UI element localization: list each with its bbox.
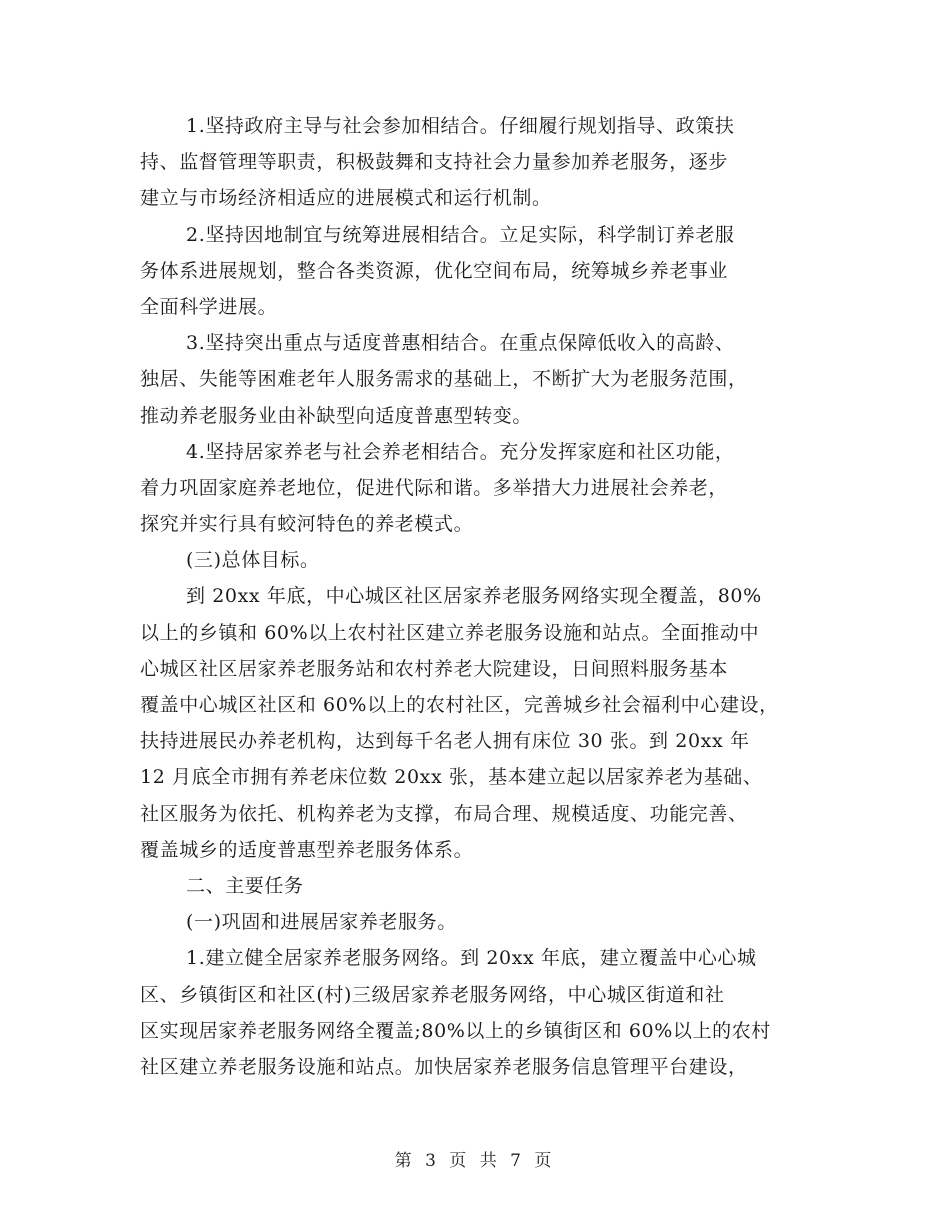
text-line: 探究并实行具有蛟河特色的养老模式。 (140, 513, 474, 536)
text-line: 持、监督管理等职责，积极鼓舞和支持社会力量参加养老服务，逐步 (140, 151, 729, 174)
text-line: 1.建立健全居家养老服务网络。到 20xx 年底，建立覆盖中心心城 (186, 947, 757, 970)
paragraph-overall-goal (140, 578, 820, 868)
section-heading-main-tasks (140, 868, 820, 904)
heading-line: (三)总体目标。 (186, 549, 320, 572)
text-line: 覆盖城乡的适度普惠型养老服务体系。 (140, 838, 474, 861)
text-line: 1.坚持政府主导与社会参加相结合。仔细履行规划指导、政策扶 (186, 115, 735, 137)
page-number-footer: 第 3 页 共 7 页 (394, 1151, 556, 1171)
text-line: 12 月底全市拥有养老床位数 20xx 张，基本建立起以居家养老为基础、 (140, 766, 763, 789)
paragraph-principle-1 (140, 108, 820, 217)
text-line: 区实现居家养老服务网络全覆盖;80%以上的乡镇街区和 60%以上的农村 (140, 1019, 771, 1042)
text-line: 社区建立养老服务设施和站点。加快居家养老服务信息管理平台建设， (140, 1055, 748, 1078)
text-line: 社区服务为依托、机构养老为支撑，布局合理、规模适度、功能完善、 (140, 802, 748, 825)
text-line: 到 20xx 年底，中心城区社区居家养老服务网络实现全覆盖，80% (186, 585, 762, 608)
text-line: 建立与市场经济相适应的进展模式和运行机制。 (140, 187, 552, 210)
text-line: 4.坚持居家养老与社会养老相结合。充分发挥家庭和社区功能， (186, 440, 735, 463)
text-line: 全面科学进展。 (140, 295, 278, 318)
paragraph-principle-3 (140, 325, 820, 434)
paragraph-principle-4 (140, 434, 820, 543)
text-line: 区、乡镇街区和社区(村)三级居家养老服务网络，中心城区街道和社 (140, 983, 725, 1006)
text-line: 扶持进展民办养老机构，达到每千名老人拥有床位 30 张。到 20xx 年 (140, 730, 750, 753)
text-line: 2.坚持因地制宜与统筹进展相结合。立足实际，科学制订养老服 (186, 223, 735, 246)
subsection-heading-home-care (140, 904, 820, 940)
heading-line: 二、主要任务 (186, 874, 304, 897)
text-line: 务体系进展规划，整合各类资源，优化空间布局，统筹城乡养老事业 (140, 259, 729, 282)
text-line: 以上的乡镇和 60%以上农村社区建立养老服务设施和站点。全面推动中 (140, 621, 760, 644)
text-line: 推动养老服务业由补缺型向适度普惠型转变。 (140, 404, 533, 427)
text-line: 3.坚持突出重点与适度普惠相结合。在重点保障低收入的高龄、 (186, 332, 735, 355)
text-line: 覆盖中心城区社区和 60%以上的农村社区，完善城乡社会福利中心建设， (140, 694, 779, 716)
text-line: 独居、失能等困难老年人服务需求的基础上，不断扩大为老服务范围， (140, 368, 748, 391)
heading-line: (一)巩固和进展居家养老服务。 (186, 911, 457, 934)
text-line: 心城区社区居家养老服务站和农村养老大院建设，日间照料服务基本 (140, 657, 729, 680)
paragraph-home-care-network (140, 940, 820, 1085)
text-line: 着力巩固家庭养老地位，促进代际和谐。多举措大力进展社会养老， (140, 476, 729, 499)
paragraph-principle-2 (140, 217, 820, 326)
document-body (140, 108, 820, 1085)
section-heading-overall-goal (140, 542, 820, 578)
